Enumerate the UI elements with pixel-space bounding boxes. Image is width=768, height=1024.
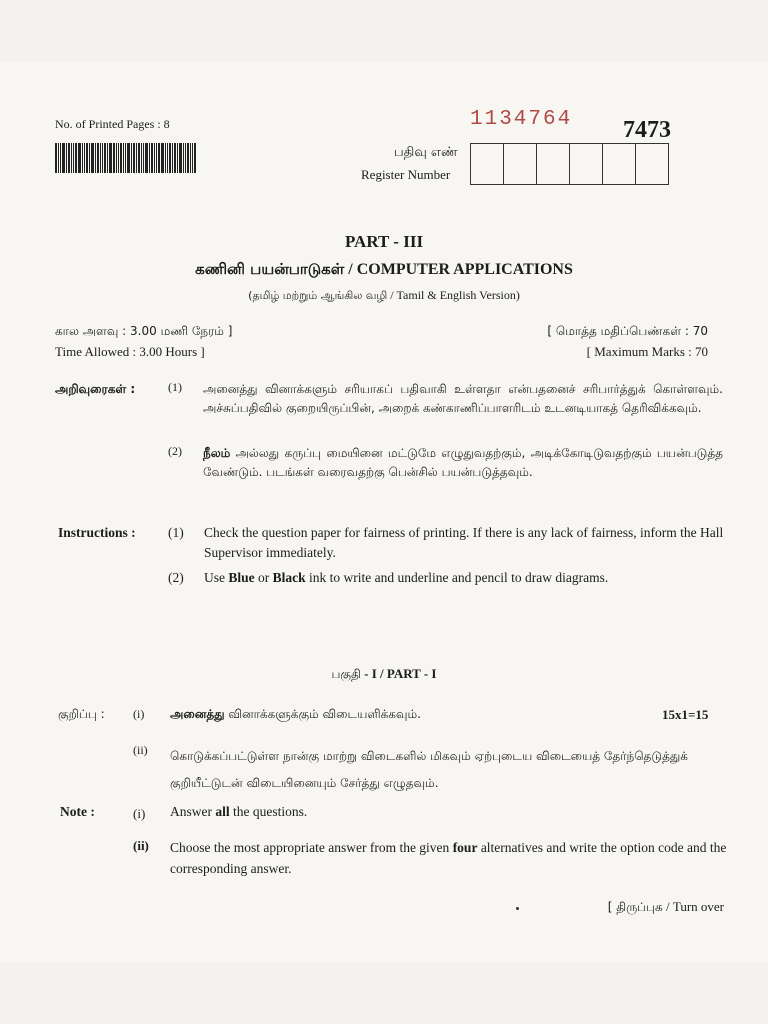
instruction-text-fragment: or (254, 570, 273, 585)
barcode-bar (55, 143, 57, 173)
barcode-bar (62, 143, 65, 173)
instruction-tamil-text: அனைத்து வினாக்களும் சரியாகப் பதிவாகி உள்ளதா என்பதனைச் சரிபார்த்துக் கொள்ளவும். அச்சுப்பதிவில் குறையிருப்பின், அறைக் கண்காணிப்பாளரிடம் உடனடியாகத் தெரிவிக்கவும். (203, 382, 723, 415)
barcode-bar (179, 143, 182, 173)
printed-pages-count: No. of Printed Pages : 8 (55, 117, 170, 131)
instruction-english-text (204, 568, 724, 588)
emphasis-text: நீலம் (203, 446, 231, 460)
barcode-bar (107, 143, 108, 173)
turn-over-english: / Turn over (662, 899, 724, 914)
serial-number: 1134764 (470, 108, 573, 131)
version-english: / Tamil & English Version) (387, 288, 520, 302)
barcode-bar (194, 143, 196, 173)
barcode-bar (187, 143, 189, 173)
barcode-bar (89, 143, 90, 173)
barcode-bar (118, 143, 119, 173)
barcode-bar (185, 143, 186, 173)
register-digit-box[interactable] (603, 144, 636, 184)
note-tamil-label: குறிப்பு : (58, 707, 105, 721)
barcode-bar (174, 143, 176, 173)
barcode-bar (136, 143, 137, 173)
barcode-bar (165, 143, 166, 173)
turn-over-tamil: [ திருப்புக (607, 900, 663, 914)
emphasis-text: அனைத்து (170, 707, 225, 721)
note-text-fragment: alternatives and write the option code and the corresponding answer. (170, 840, 727, 876)
register-label-tamil: பதிவு எண் (394, 145, 458, 160)
note-english-label: Note : (60, 804, 95, 819)
barcode-bar (86, 143, 88, 173)
instruction-english-number: (1) (168, 525, 184, 540)
subject-title (0, 260, 768, 280)
barcode-bar (116, 143, 117, 173)
barcode-bar (151, 143, 153, 173)
barcode-bar (58, 143, 59, 173)
barcode-bar (131, 143, 132, 173)
register-digit-box[interactable] (636, 144, 668, 184)
instruction-english-text: Check the question paper for fairness of printing. If there is any lack of fairness, inform the Hall Supervisor immediately. (204, 525, 724, 560)
barcode-bar (172, 143, 173, 173)
register-label-english: Register Number (361, 167, 451, 182)
turn-over-note (608, 899, 724, 916)
note-tamil-number: (ii) (133, 743, 148, 757)
barcode-bar (133, 143, 135, 173)
register-digit-box[interactable] (570, 144, 603, 184)
part-one-heading (0, 666, 768, 683)
instruction-tamil-number: (1) (168, 380, 182, 394)
barcode-bar (120, 143, 122, 173)
note-english-number: (ii) (133, 838, 149, 853)
subject-english: COMPUTER APPLICATIONS (356, 261, 573, 278)
note-english-text (170, 804, 307, 820)
barcode-bar (149, 143, 150, 173)
emphasis-text: all (215, 804, 230, 819)
instructions-english-label: Instructions : (58, 525, 136, 540)
barcode-bar (68, 143, 70, 173)
emphasis-text: Black (272, 570, 306, 585)
barcode-bar (154, 143, 155, 173)
note-text-fragment: Answer (170, 804, 216, 819)
note-english-number: (i) (133, 806, 146, 821)
ink-dot (516, 907, 519, 910)
barcode-bar (125, 143, 126, 173)
barcode-bar (95, 143, 96, 173)
emphasis-text: four (452, 840, 478, 855)
barcode-bar (156, 143, 157, 173)
barcode-bar (71, 143, 72, 173)
note-tamil-number: (i) (133, 707, 145, 721)
instruction-tamil-rest: அல்லது கருப்பு மையினை மட்டுமே எழுதுவதற்கும், அடிக்கோடிடுவதற்கும் பயன்படுத்த வேண்டும். படங்கள் வரைவதற்கு பென்சில் பயன்படுத்தவும். (203, 446, 723, 479)
barcode-bar (82, 143, 83, 173)
barcode-bar (190, 143, 191, 173)
barcode-bar (123, 143, 124, 173)
register-number-boxes (470, 143, 669, 185)
barcode-bar (141, 143, 142, 173)
instruction-english-number: (2) (168, 570, 184, 585)
barcode-bar (97, 143, 99, 173)
barcode-bar (78, 143, 81, 173)
barcode-bar (91, 143, 94, 173)
note-text-fragment: வினாக்களுக்கும் விடையளிக்கவும். (224, 707, 421, 721)
subject-separator: / (344, 261, 357, 278)
barcode-bar (177, 143, 178, 173)
barcode-bar (183, 143, 184, 173)
version-tamil: (தமிழ் மற்றும் ஆங்கில வழி (248, 289, 388, 302)
barcode-bar (169, 143, 171, 173)
note-text-fragment: the questions. (229, 804, 308, 819)
barcode-bar (73, 143, 74, 173)
barcode-bar (84, 143, 85, 173)
version-line (0, 288, 768, 304)
register-digit-box[interactable] (504, 144, 537, 184)
subject-tamil: கணினி பயன்பாடுகள் (195, 260, 345, 278)
barcode-bar (66, 143, 67, 173)
barcode-bar (104, 143, 106, 173)
part-one-english: - I / PART - I (360, 666, 437, 681)
time-allowed-english: Time Allowed : 3.00 Hours ] (55, 344, 205, 359)
paper-code: 7473 (623, 117, 671, 143)
barcode-bar (143, 143, 144, 173)
barcode-bar (75, 143, 77, 173)
barcode-bar (113, 143, 115, 173)
note-text-fragment: Choose the most appropriate answer from the given (170, 840, 453, 855)
barcode-bar (100, 143, 101, 173)
part-title: PART - III (344, 232, 424, 251)
barcode-bar (102, 143, 103, 173)
instructions-tamil-label: அறிவுரைகள் : (55, 382, 136, 396)
barcode-bar (192, 143, 193, 173)
barcode-bar (158, 143, 160, 173)
barcode-bar (127, 143, 130, 173)
barcode-bar (167, 143, 168, 173)
emphasis-text: Blue (228, 570, 255, 585)
barcode-bar (145, 143, 148, 173)
exam-page (0, 62, 768, 962)
instruction-tamil-number: (2) (168, 444, 182, 458)
instruction-text-fragment: Use (204, 570, 229, 585)
instruction-tamil-text (203, 444, 723, 482)
barcode-bar (109, 143, 112, 173)
instruction-text-fragment: ink to write and underline and pencil to draw diagrams. (305, 570, 609, 585)
barcode-bar (161, 143, 164, 173)
note-tamil-text: கொடுக்கப்பட்டுள்ள நான்கு மாற்று விடைகளில் மிகவும் ஏற்புடைய விடையைத் தேர்ந்தெடுத்துக் குறியீட்டுடன் விடையினையும் சேர்த்து எழுதவும். (170, 749, 688, 790)
max-marks-english: [ Maximum Marks : 70 (586, 344, 708, 359)
note-tamil-text (170, 707, 421, 723)
barcode-bar (138, 143, 140, 173)
barcode (55, 143, 253, 173)
barcode-bar (60, 143, 61, 173)
note-english-text (170, 837, 730, 879)
time-allowed-tamil: கால அளவு : 3.00 மணி நேரம் ] (55, 324, 233, 338)
part-one-tamil: பகுதி (331, 667, 361, 681)
section-marks: 15x1=15 (662, 707, 709, 722)
register-digit-box[interactable] (471, 144, 504, 184)
max-marks-tamil: [ மொத்த மதிப்பெண்கள் : 70 (547, 324, 708, 338)
register-digit-box[interactable] (537, 144, 570, 184)
